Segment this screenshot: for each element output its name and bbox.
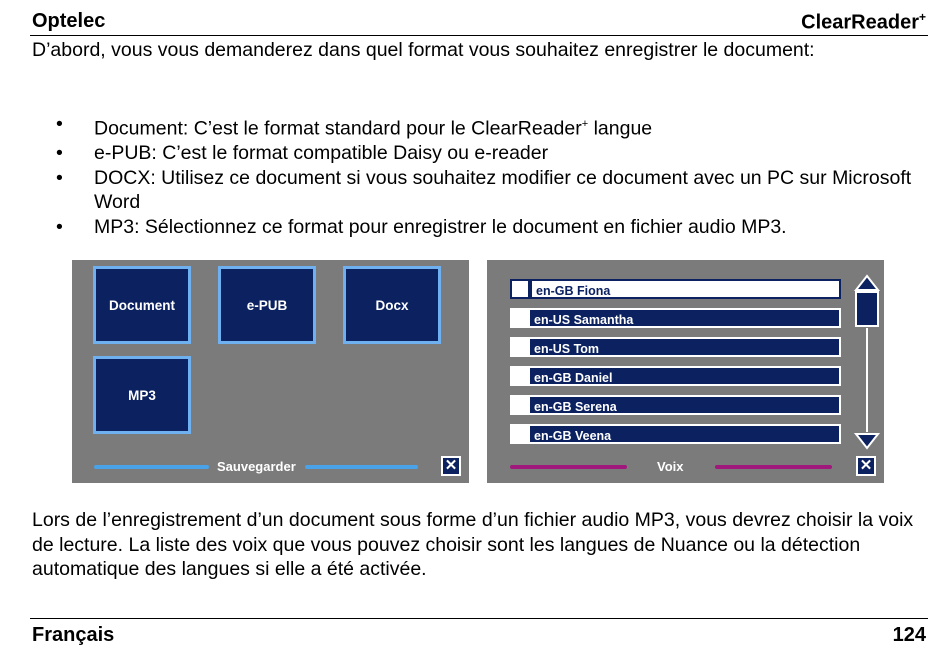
format-tile-epub[interactable]: e-PUB [218,266,316,344]
list-item: • MP3: Sélectionnez ce format pour enregistrer le document en fichier audio MP3. [56,215,787,238]
decorative-line-left [510,465,627,469]
voice-checkbox[interactable] [510,366,530,386]
voice-checkbox[interactable] [510,395,530,415]
voice-checkbox[interactable] [510,308,530,328]
list-item: • e-PUB: C’est le format compatible Daisy ou e-reader [56,142,549,164]
product-name: ClearReader+ [801,10,926,34]
page-header [30,9,928,36]
brand-name: Optelec [32,10,106,32]
list-item: • Document: C’est le format standard pour le ClearReader+ langue [56,113,653,140]
format-tile-mp3[interactable]: MP3 [93,356,191,434]
decorative-line-right [305,465,418,469]
voice-row[interactable] [510,395,840,415]
voice-row-selected[interactable] [510,279,840,299]
page-number: 124 [892,624,926,646]
decorative-line-left [94,465,209,469]
close-icon[interactable]: ✕ [856,456,876,476]
outro-paragraph: Lors de l’enregistrement d’un document sous forme d’un fichier audio MP3, vous devrez choisir la voix de lecture. La liste des voix que vous pouvez choisir sont les langues de Nuance ou la détection automatique des langues si elle a été activée. [32,509,914,580]
format-tile-docx[interactable]: Docx [343,266,441,344]
save-format-panel [72,260,469,483]
decorative-line-right [715,465,832,469]
voice-name: en-GB Veena [530,424,841,444]
list-item: • DOCX: Utilisez ce document si vous souhaitez modifier ce document avec un PC sur Microsoft Word [56,166,912,213]
voice-checkbox[interactable] [510,279,530,299]
voice-checkbox[interactable] [510,424,530,444]
voice-name: en-GB Daniel [530,366,841,386]
intro-paragraph: D’abord, vous vous demanderez dans quel format vous souhaitez enregistrer le document: [32,39,815,61]
panel-title-voice: Voix [657,459,684,474]
bullet-icon: • [56,215,63,238]
language-label: Français [32,624,115,646]
voice-selection-panel [487,260,884,483]
voice-name: en-GB Fiona [530,279,841,299]
voice-row[interactable] [510,424,840,444]
format-tile-document[interactable]: Document [93,266,191,344]
panel-title-save: Sauvegarder [217,459,296,474]
arrow-up-icon[interactable] [856,276,878,290]
scroll-thumb[interactable] [856,292,878,326]
voice-row[interactable] [510,308,840,328]
voice-row[interactable] [510,337,840,357]
voice-checkbox[interactable] [510,337,530,357]
arrow-down-icon[interactable] [856,434,878,448]
format-list [32,112,912,239]
bullet-icon: • [56,113,63,135]
voice-row[interactable] [510,366,840,386]
bullet-icon: • [56,142,63,164]
voice-name: en-GB Serena [530,395,841,415]
page-footer [30,618,928,646]
voice-scrollbar[interactable] [853,274,881,452]
voice-name: en-US Tom [530,337,841,357]
bullet-icon: • [56,166,63,189]
close-icon[interactable]: ✕ [441,456,461,476]
voice-name: en-US Samantha [530,308,841,328]
